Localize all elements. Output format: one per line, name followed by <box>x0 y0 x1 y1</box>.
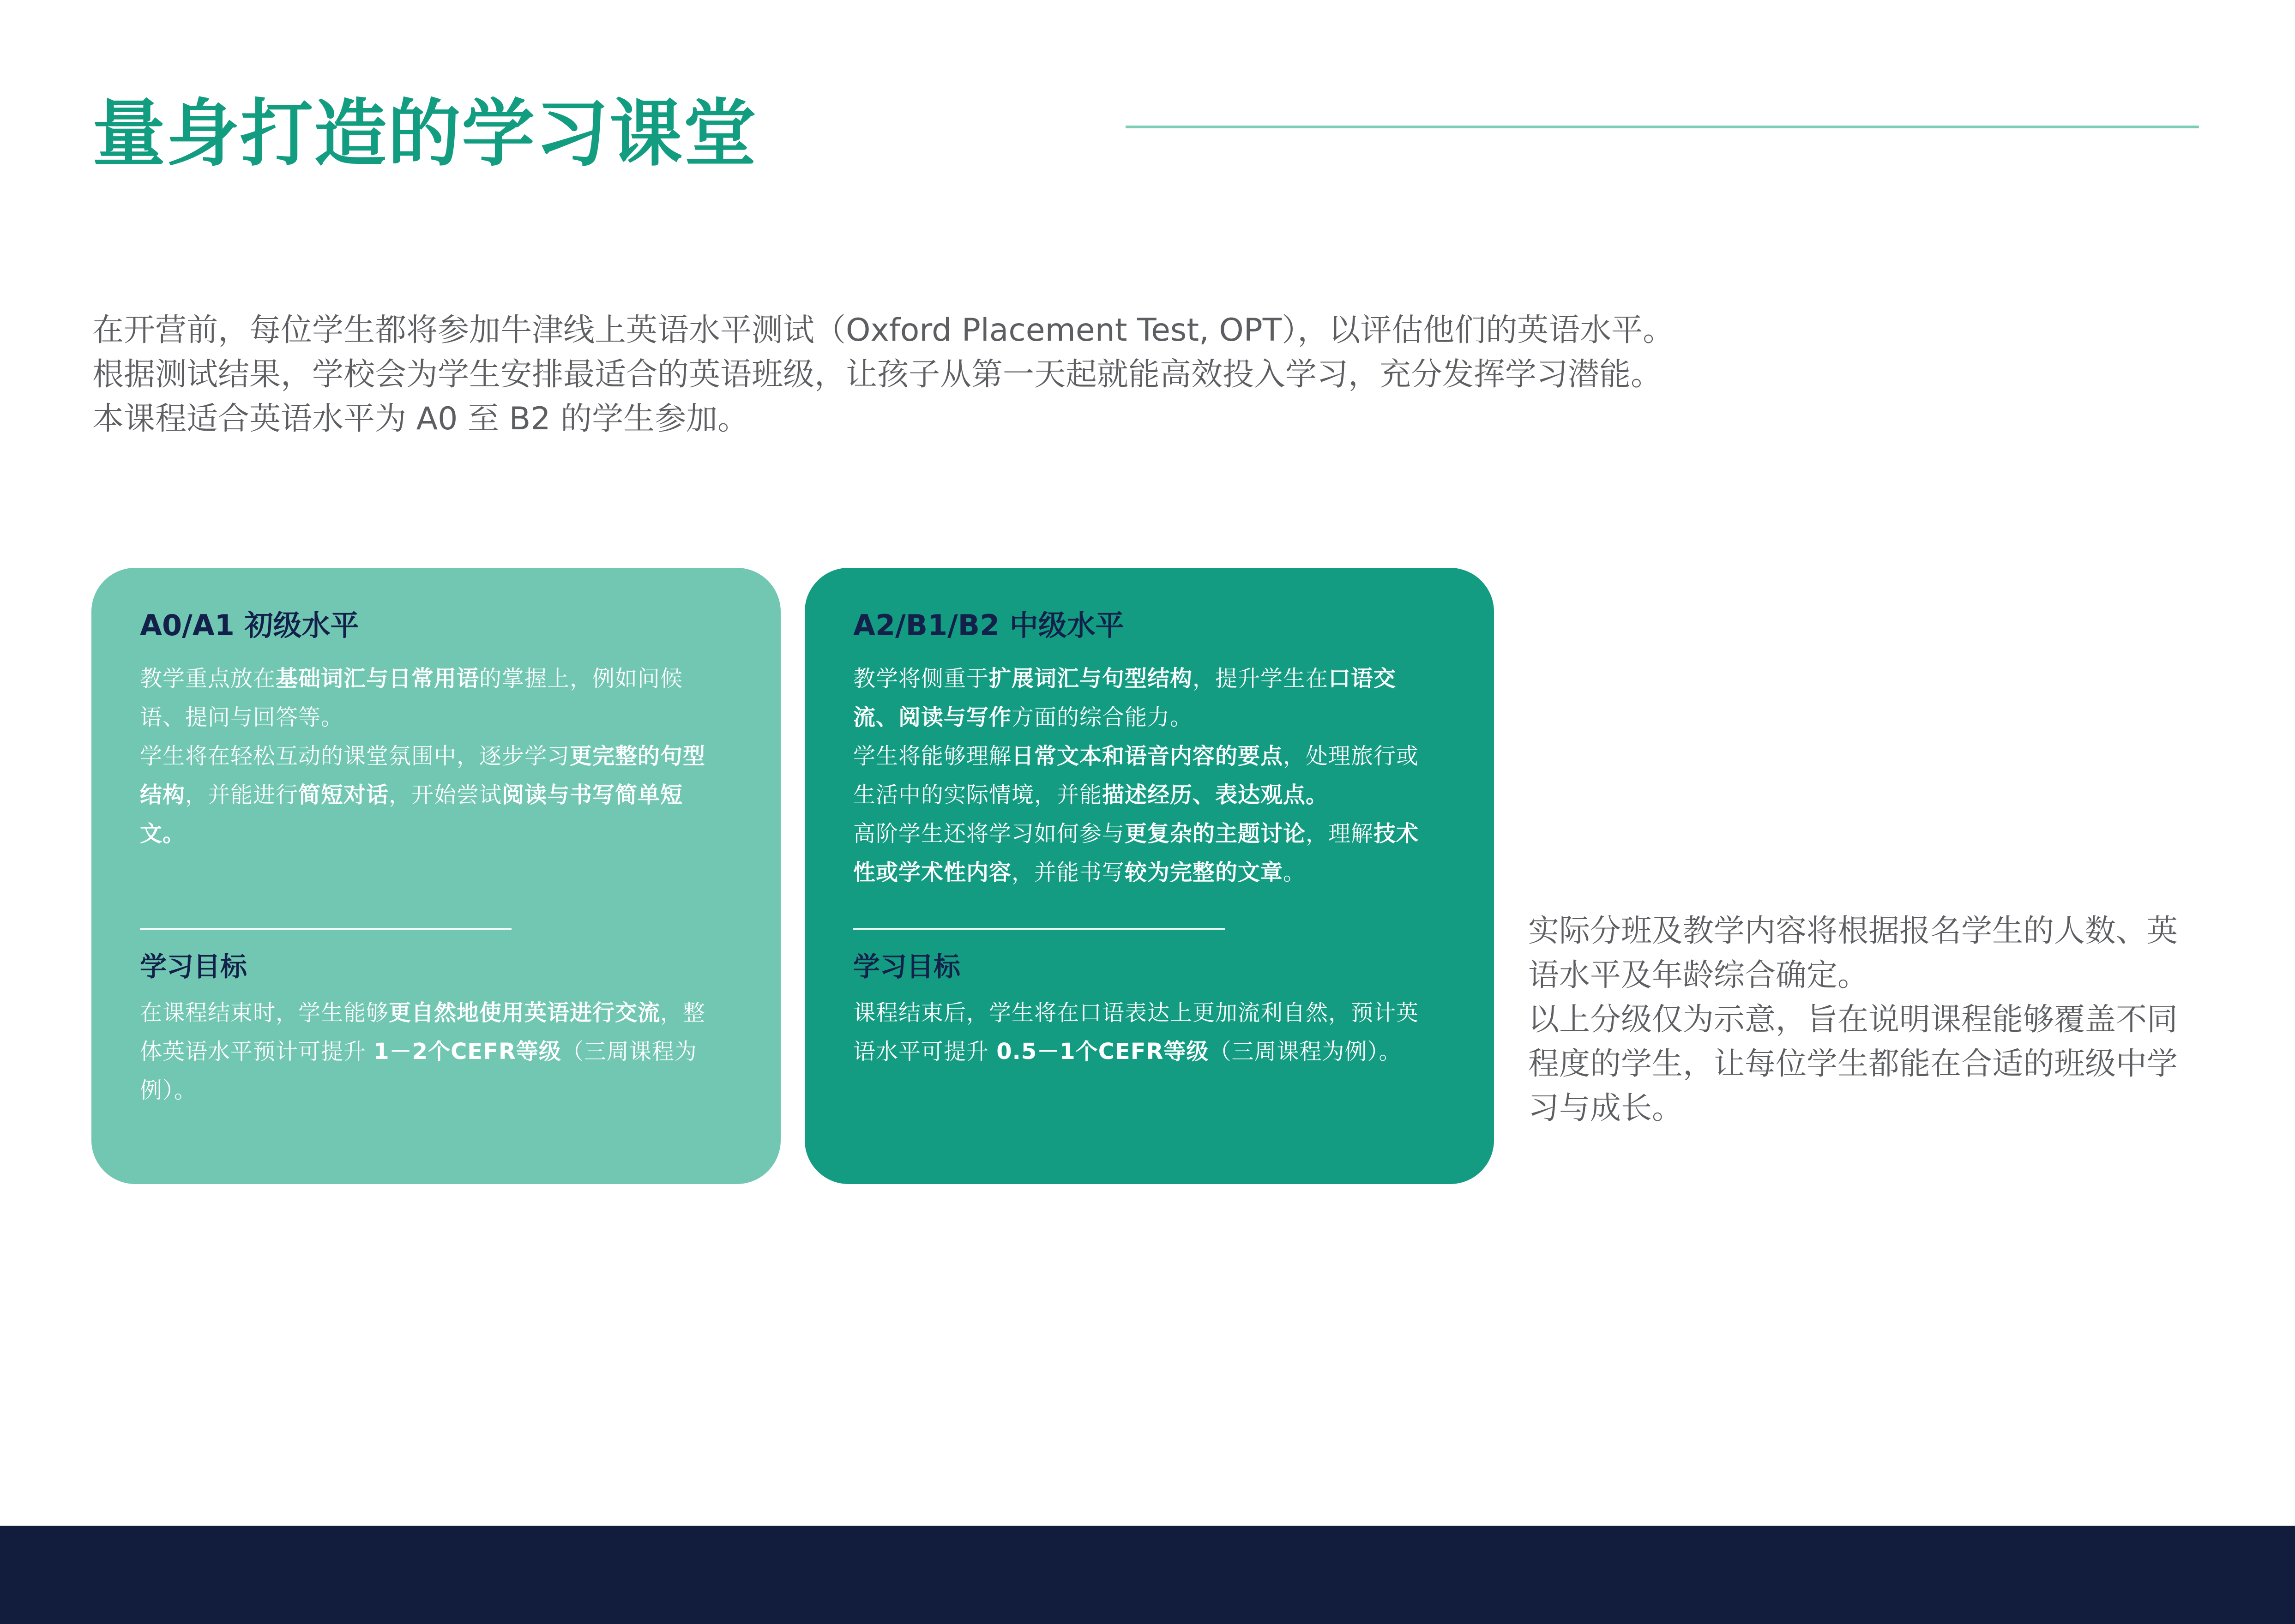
card-paragraph <box>853 737 1440 814</box>
card-description <box>140 659 726 853</box>
body-text: 高阶学生还将学习如何参与 <box>853 821 1125 847</box>
note-paragraph: 实际分班及教学内容将根据报名学生的人数、英语水平及年龄综合确定。 <box>1528 913 2178 993</box>
emphasis-text: 基础词汇与日常用语 <box>276 666 480 692</box>
body-text: 学生将在轻松互动的课堂氛围中，逐步学习 <box>140 743 570 770</box>
footer-bar <box>0 1526 2295 1624</box>
body-text: （三周课程为例）。 <box>1209 1038 1402 1065</box>
card-paragraph <box>140 737 726 853</box>
card-divider <box>853 928 1225 930</box>
body-text: 学生将能够理解 <box>853 743 1012 770</box>
body-text: ，整体英语水平预计可提升 <box>140 999 706 1065</box>
card-description <box>853 659 1440 892</box>
emphasis-text: 更复杂的主题讨论 <box>1125 821 1306 847</box>
intro-line: 本课程适合英语水平为 A0 至 B2 的学生参加。 <box>92 401 749 437</box>
emphasis-text: 0.5－1个CEFR等级 <box>996 1038 1209 1065</box>
emphasis-text: 日常文本和语音内容的要点 <box>1012 743 1283 770</box>
body-text: ，理解 <box>1306 821 1374 847</box>
body-text: 教学重点放在 <box>140 666 276 692</box>
emphasis-text: 1－2个CEFR等级 <box>373 1038 561 1065</box>
intro-line: 在开营前，每位学生都将参加牛津线上英语水平测试（Oxford Placement Test, OPT），以评估他们的英语水平。 <box>92 312 1675 349</box>
body-text: ，提升学生在 <box>1193 666 1329 692</box>
body-text: ，并能进行 <box>185 782 299 808</box>
level-card-intermediate <box>805 568 1494 1184</box>
card-paragraph <box>853 814 1440 892</box>
emphasis-text: 口语交流、阅读与写作 <box>853 666 1397 731</box>
body-text: 方面的综合能力。 <box>1012 704 1193 731</box>
emphasis-text: 阅读与书写简单短文。 <box>140 782 683 847</box>
emphasis-text: 更自然地使用英语进行交流 <box>389 999 661 1026</box>
goal-text <box>140 993 726 1110</box>
goal-heading: 学习目标 <box>140 951 247 982</box>
emphasis-text: 描述经历、表达观点。 <box>1102 782 1329 808</box>
level-card-beginner <box>91 568 781 1184</box>
body-text: 在课程结束时，学生能够 <box>140 999 389 1026</box>
body-text: ，并能书写 <box>1012 860 1125 886</box>
emphasis-text: 扩展词汇与句型结构 <box>989 666 1193 692</box>
placement-note <box>1528 908 2207 1130</box>
body-text: ，开始尝试 <box>389 782 502 808</box>
body-text: 课程结束后，学生将在口语表达上更加流利自然，预计英语水平可提升 <box>853 999 1419 1065</box>
body-text: 教学将侧重于 <box>853 666 989 692</box>
body-text: 的掌握上，例如问候语、提问与回答等。 <box>140 666 683 731</box>
title-divider-line <box>1126 126 2199 128</box>
card-paragraph <box>853 659 1440 737</box>
goal-text <box>853 993 1440 1071</box>
learning-goal-section <box>140 951 726 1110</box>
card-paragraph <box>140 659 726 737</box>
body-text: 。 <box>1283 860 1306 886</box>
page-title: 量身打造的学习课堂 <box>92 91 757 176</box>
card-heading: A2/B1/B2 中级水平 <box>853 608 1124 642</box>
emphasis-text: 简短对话 <box>298 782 389 808</box>
note-paragraph: 以上分级仅为示意，旨在说明课程能够覆盖不同程度的学生，让每位学生都能在合适的班级中学习与成长。 <box>1528 1001 2178 1126</box>
body-text: （三周课程为例）。 <box>140 1038 697 1103</box>
intro-text <box>92 308 1985 441</box>
learning-goal-section <box>853 951 1440 1071</box>
card-divider <box>140 928 512 930</box>
emphasis-text: 技术性或学术性内容 <box>853 821 1419 886</box>
goal-heading: 学习目标 <box>853 951 961 982</box>
intro-line: 根据测试结果，学校会为学生安排最适合的英语班级，让孩子从第一天起就能高效投入学习，充分发挥学习潜能。 <box>92 356 1663 393</box>
body-text: ，处理旅行或生活中的实际情境，并能 <box>853 743 1419 808</box>
card-heading: A0/A1 初级水平 <box>140 608 359 642</box>
emphasis-text: 较为完整的文章 <box>1125 860 1283 886</box>
emphasis-text: 更完整的句型结构 <box>140 743 706 808</box>
